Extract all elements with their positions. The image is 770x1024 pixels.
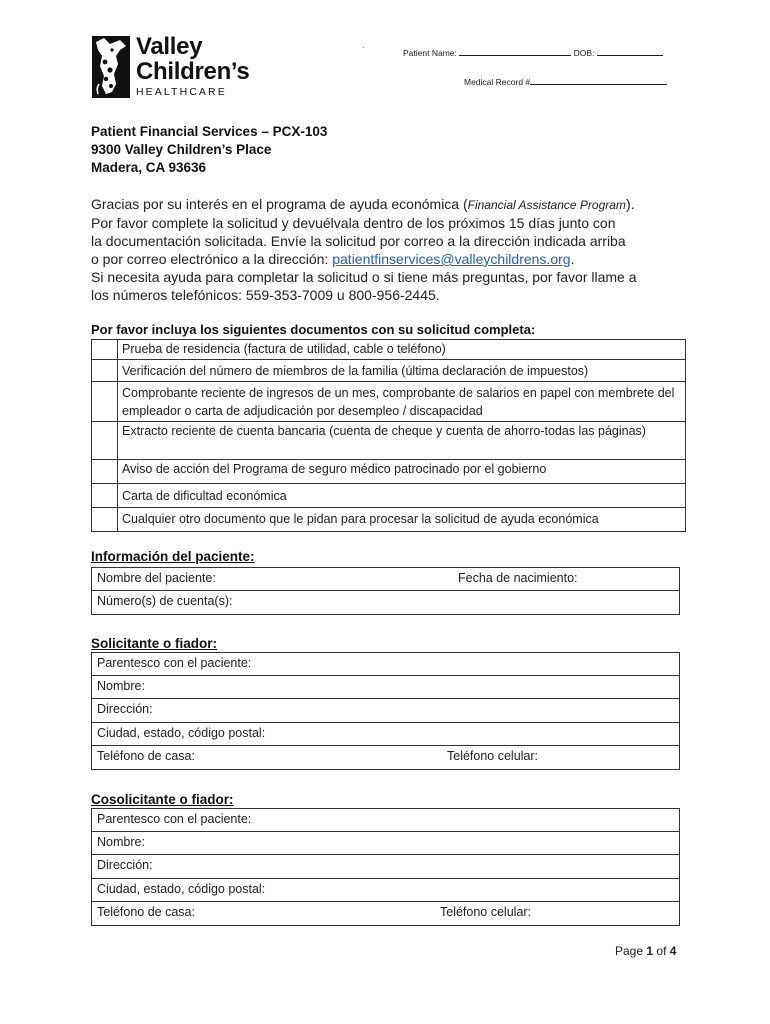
dob-header-label: DOB: [573,48,595,58]
checklist-checkbox[interactable] [92,508,118,532]
checklist-item: Verificación del número de miembros de la familia (última declaración de impuestos) [118,360,686,382]
co-applicant-address-label: Dirección: [97,858,153,873]
intro-line-6: los números telefónicos: 559-353-7009 u 800-956-2445. [91,287,440,303]
medical-record-header-line [530,77,667,85]
patient-info-form [91,567,680,615]
checklist-item: Extracto reciente de cuenta bancaria (cuenta de cheque y cuenta de ahorro-todas las páginas) [118,422,686,460]
page-current: 1 [646,944,654,958]
intro-line-1: Gracias por su interés en el programa de ayuda económica ( [91,196,468,212]
co-applicant-relationship-label: Parentesco con el paciente: [97,812,252,826]
page-word: Page [615,944,644,958]
patient-name-row[interactable] [92,568,679,591]
checklist-row [92,484,686,508]
documents-checklist [91,339,686,532]
checklist-row [92,508,686,532]
co-applicant-city-row[interactable] [92,879,679,902]
patient-name-header-field [403,48,663,58]
applicant-address-row[interactable] [92,699,679,722]
patient-dob-label: Fecha de nacimiento: [458,571,578,585]
intro-line-2: Por favor complete la solicitud y devuélvala dentro de los próximos 15 días junto con [91,215,616,231]
checklist-checkbox[interactable] [92,460,118,484]
checklist-checkbox[interactable] [92,360,118,382]
address-line-2: 9300 Valley Children’s Place [91,142,272,157]
checklist-item: Cualquier otro documento que le pidan para procesar la solicitud de ayuda económica [118,508,686,532]
checklist-row [92,382,686,422]
account-numbers-row[interactable] [92,591,679,614]
checklist-checkbox[interactable] [92,382,118,422]
co-applicant-title: Cosolicitante o fiador: [91,792,234,807]
applicant-city-row[interactable] [92,723,679,746]
checklist-item: Comprobante reciente de ingresos de un mes, comprobante de salarios en papel con membrete del empleador o carta de adjudicación por desempleo / discapacidad [118,382,686,422]
checklist-item: Aviso de acción del Programa de seguro médico patrocinado por el gobierno [118,460,686,484]
patient-name-header-label: Patient Name: [403,48,457,58]
dob-header-line [597,48,663,56]
applicant-form [91,652,680,770]
checklist-row [92,422,686,460]
applicant-city-label: Ciudad, estado, código postal: [97,725,266,740]
co-applicant-city-label: Ciudad, estado, código postal: [97,881,266,896]
co-applicant-phone-row[interactable] [92,902,679,925]
applicant-relationship-row[interactable] [92,653,679,676]
intro-line-4: o por correo electrónico a la dirección: [91,251,333,267]
intro-program-name: Financial Assistance Program [467,198,626,212]
co-applicant-relationship-row[interactable] [92,809,679,832]
checklist-row [92,360,686,382]
co-applicant-name-label: Nombre: [97,835,145,850]
checklist-checkbox[interactable] [92,340,118,360]
applicant-name-label: Nombre: [97,679,145,694]
checklist-checkbox[interactable] [92,484,118,508]
address-line-3: Madera, CA 93636 [91,160,207,175]
checklist-item: Prueba de residencia (factura de utilidad, cable o teléfono) [118,340,686,360]
intro-line-5: Si necesita ayuda para completar la solicitud o si tiene más preguntas, por favor llame a [91,269,637,285]
applicant-address-label: Dirección: [97,702,153,717]
intro-line-4-end: . [570,251,575,267]
patient-info-title: Información del paciente: [91,549,255,564]
patient-name-label: Nombre del paciente: [97,571,216,585]
applicant-cell-phone-label: Teléfono celular: [447,748,539,763]
page-total: 4 [669,944,677,958]
co-applicant-form [91,808,680,926]
giraffe-logo-icon [90,34,132,100]
intro-line-3: la documentación solicitada. Envíe la solicitud por correo a la dirección indicada arriba [91,233,626,249]
patient-name-header-line [459,48,571,56]
intro-line-1-end: ). [625,196,635,212]
of-word: of [656,944,667,958]
logo-wordmark-childrens: Children’s [136,58,250,85]
co-applicant-cell-phone-label: Teléfono celular: [440,904,532,919]
account-numbers-label: Número(s) de cuenta(s): [97,594,233,609]
co-applicant-home-phone-label: Teléfono de casa: [97,904,195,919]
co-applicant-address-row[interactable] [92,855,679,878]
applicant-phone-row[interactable] [92,746,679,769]
stray-mark: ` [362,46,365,55]
valley-childrens-logo [90,34,265,100]
documents-title: Por favor incluya los siguientes documentos con su solicitud completa: [91,322,536,337]
checklist-row [92,460,686,484]
applicant-title: Solicitante o fiador: [91,636,218,651]
address-line-1: Patient Financial Services – PCX-103 [91,124,328,139]
return-address [91,123,327,177]
intro-paragraph [91,195,691,304]
logo-wordmark-healthcare: HEALTHCARE [136,86,227,98]
applicant-name-row[interactable] [92,676,679,699]
medical-record-header-label: Medical Record # [464,77,531,87]
checklist-checkbox[interactable] [92,422,118,460]
checklist-row [92,340,686,360]
applicant-home-phone-label: Teléfono de casa: [97,748,195,763]
applicant-relationship-label: Parentesco con el paciente: [97,656,252,670]
checklist-item: Carta de dificultad económica [118,484,686,508]
medical-record-header-field [464,77,667,87]
email-link[interactable]: patientfinservices@valleychildrens.org [332,251,571,267]
page-number [615,944,676,958]
co-applicant-name-row[interactable] [92,832,679,855]
logo-wordmark-valley: Valley [136,33,203,60]
